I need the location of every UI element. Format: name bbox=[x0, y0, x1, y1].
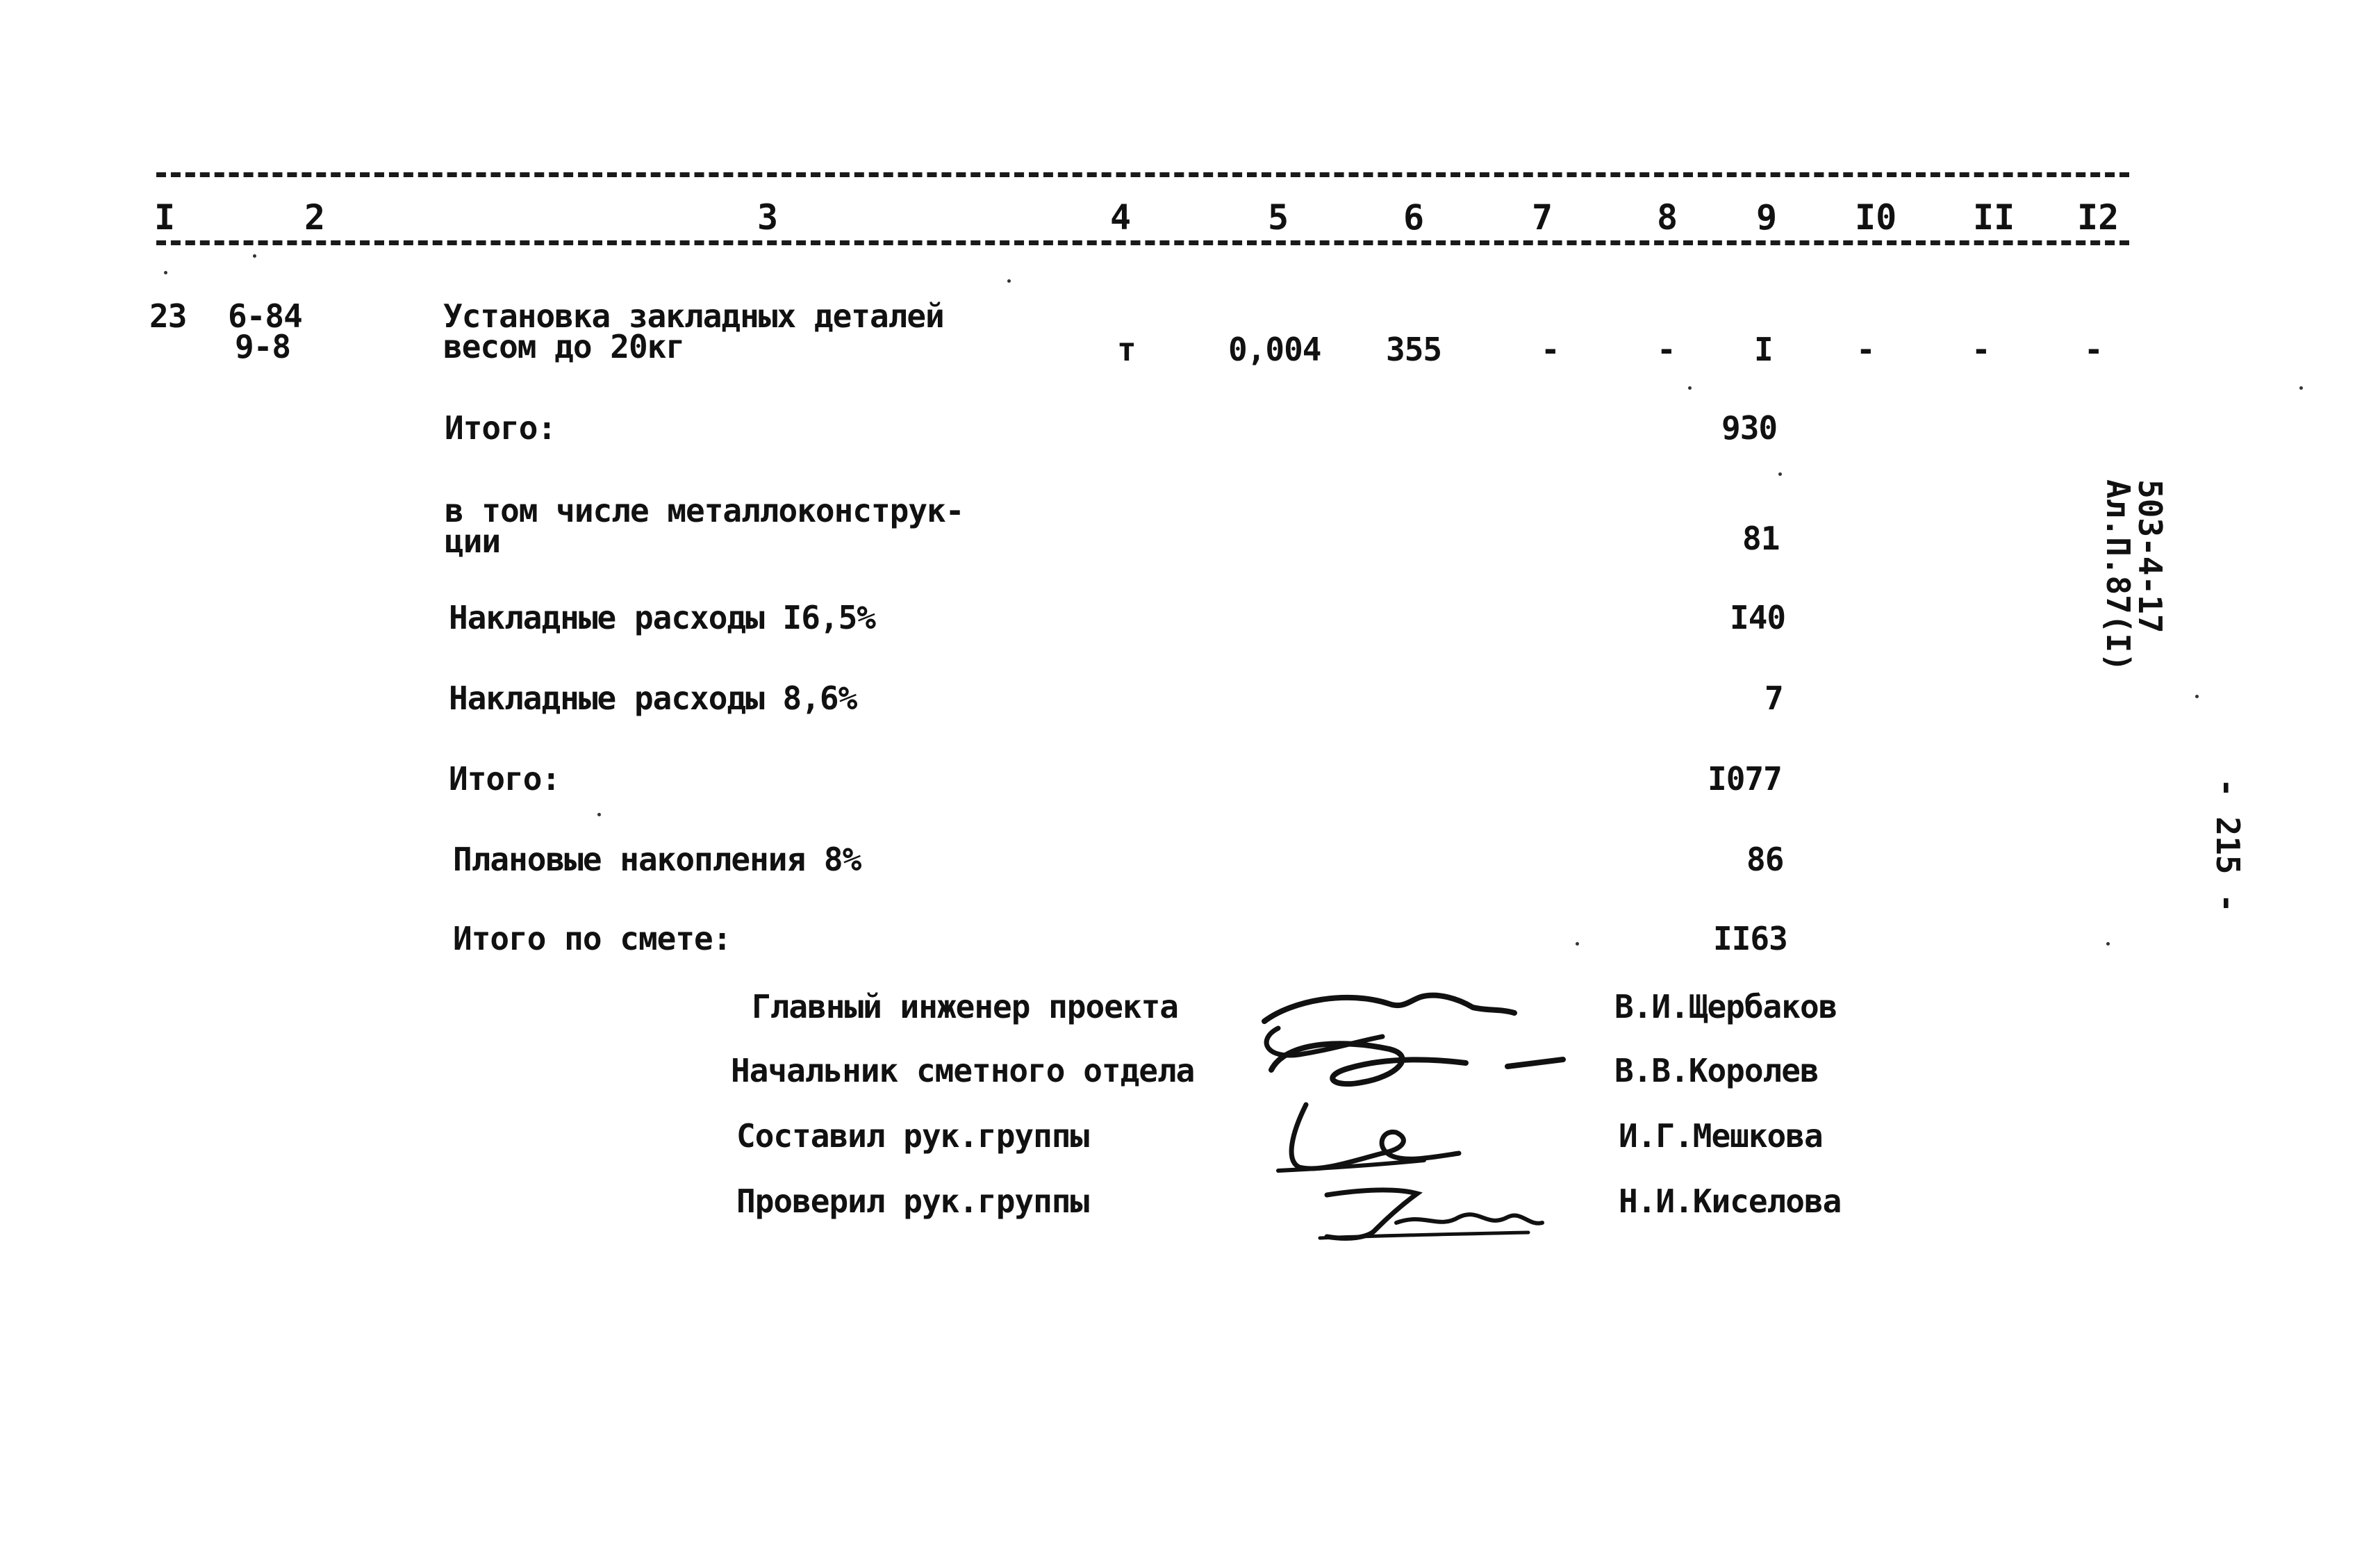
summary-label: Итого: bbox=[445, 409, 556, 447]
summary-value: I077 bbox=[1708, 760, 1782, 798]
signature-role: Проверил рук.группы bbox=[736, 1182, 1089, 1220]
signature-role: Главный инженер проекта bbox=[752, 988, 1178, 1025]
summary-value: 81 bbox=[1742, 520, 1780, 557]
column-number: II bbox=[1973, 197, 2015, 238]
scan-speck bbox=[164, 271, 167, 274]
page-number: - 215 - bbox=[2209, 778, 2247, 913]
scan-speck bbox=[1688, 386, 1692, 390]
column-number: 9 bbox=[1756, 197, 1778, 238]
signature-name: Н.И.Киселова bbox=[1619, 1182, 1842, 1220]
column-number: I2 bbox=[2077, 197, 2119, 238]
summary-value: 930 bbox=[1721, 409, 1778, 447]
document-code bbox=[2099, 479, 2169, 672]
summary-label: Итого: bbox=[449, 760, 561, 798]
column-number: 4 bbox=[1110, 197, 1132, 238]
summary-label: ции bbox=[445, 522, 501, 560]
header-dashed-rule bbox=[156, 240, 2129, 245]
column-number: I bbox=[154, 197, 176, 238]
row-name: Установка закладных деталей bbox=[443, 297, 944, 335]
row-cell-11: - bbox=[1972, 331, 1990, 368]
row-name: весом до 20кг bbox=[443, 328, 685, 365]
row-code: 9-8 bbox=[235, 328, 291, 365]
scan-speck bbox=[597, 813, 601, 816]
summary-label: Накладные расходы 8,6% bbox=[449, 679, 857, 717]
row-cell-7: - bbox=[1541, 331, 1560, 368]
scan-speck bbox=[2195, 695, 2199, 698]
row-code: 6-84 bbox=[228, 297, 302, 335]
top-dashed-rule bbox=[156, 172, 2129, 177]
column-number: I0 bbox=[1855, 197, 1897, 238]
summary-value: 86 bbox=[1746, 841, 1784, 878]
handwritten-signature bbox=[1264, 1091, 1487, 1181]
row-number: 23 bbox=[149, 297, 187, 335]
signature-name: В.В.Королев bbox=[1614, 1052, 1819, 1089]
summary-value: I40 bbox=[1730, 599, 1786, 636]
summary-value: 7 bbox=[1765, 679, 1783, 717]
summary-label: в том числе металлоконструк- bbox=[445, 492, 964, 529]
row-unit: т bbox=[1117, 331, 1136, 368]
scan-speck bbox=[1007, 279, 1011, 283]
handwritten-signature bbox=[1306, 1174, 1584, 1251]
summary-label: Плановые накопления 8% bbox=[453, 841, 861, 878]
document-code-line: Ал.П.87(I) bbox=[2099, 479, 2137, 672]
signature-role: Составил рук.группы bbox=[736, 1117, 1089, 1155]
scan-speck bbox=[2106, 942, 2110, 946]
signature-name: В.И.Щербаков bbox=[1614, 988, 1837, 1025]
signature-name: И.Г.Мешкова bbox=[1619, 1117, 1823, 1155]
column-number: 7 bbox=[1532, 197, 1553, 238]
row-cell-9: I bbox=[1754, 331, 1773, 368]
signature-role: Начальник сметного отдела bbox=[731, 1052, 1195, 1089]
column-number: 3 bbox=[757, 197, 779, 238]
row-cell-6: 355 bbox=[1386, 331, 1442, 368]
row-cell-10: - bbox=[1856, 331, 1875, 368]
column-number: 5 bbox=[1268, 197, 1289, 238]
scan-speck bbox=[253, 254, 256, 258]
document-code-line: 503-4-17 bbox=[2131, 479, 2169, 634]
row-cell-12: - bbox=[2084, 331, 2103, 368]
scan-speck bbox=[2299, 386, 2303, 390]
scan-speck bbox=[1778, 472, 1782, 476]
scan-speck bbox=[1576, 942, 1579, 946]
row-cell-5: 0,004 bbox=[1228, 331, 1321, 368]
column-number: 6 bbox=[1403, 197, 1425, 238]
row-cell-8: - bbox=[1657, 331, 1676, 368]
column-number: 8 bbox=[1657, 197, 1678, 238]
summary-label: Итого по смете: bbox=[453, 920, 732, 957]
summary-value: II63 bbox=[1713, 920, 1787, 957]
column-number: 2 bbox=[304, 197, 326, 238]
summary-label: Накладные расходы I6,5% bbox=[449, 599, 875, 636]
